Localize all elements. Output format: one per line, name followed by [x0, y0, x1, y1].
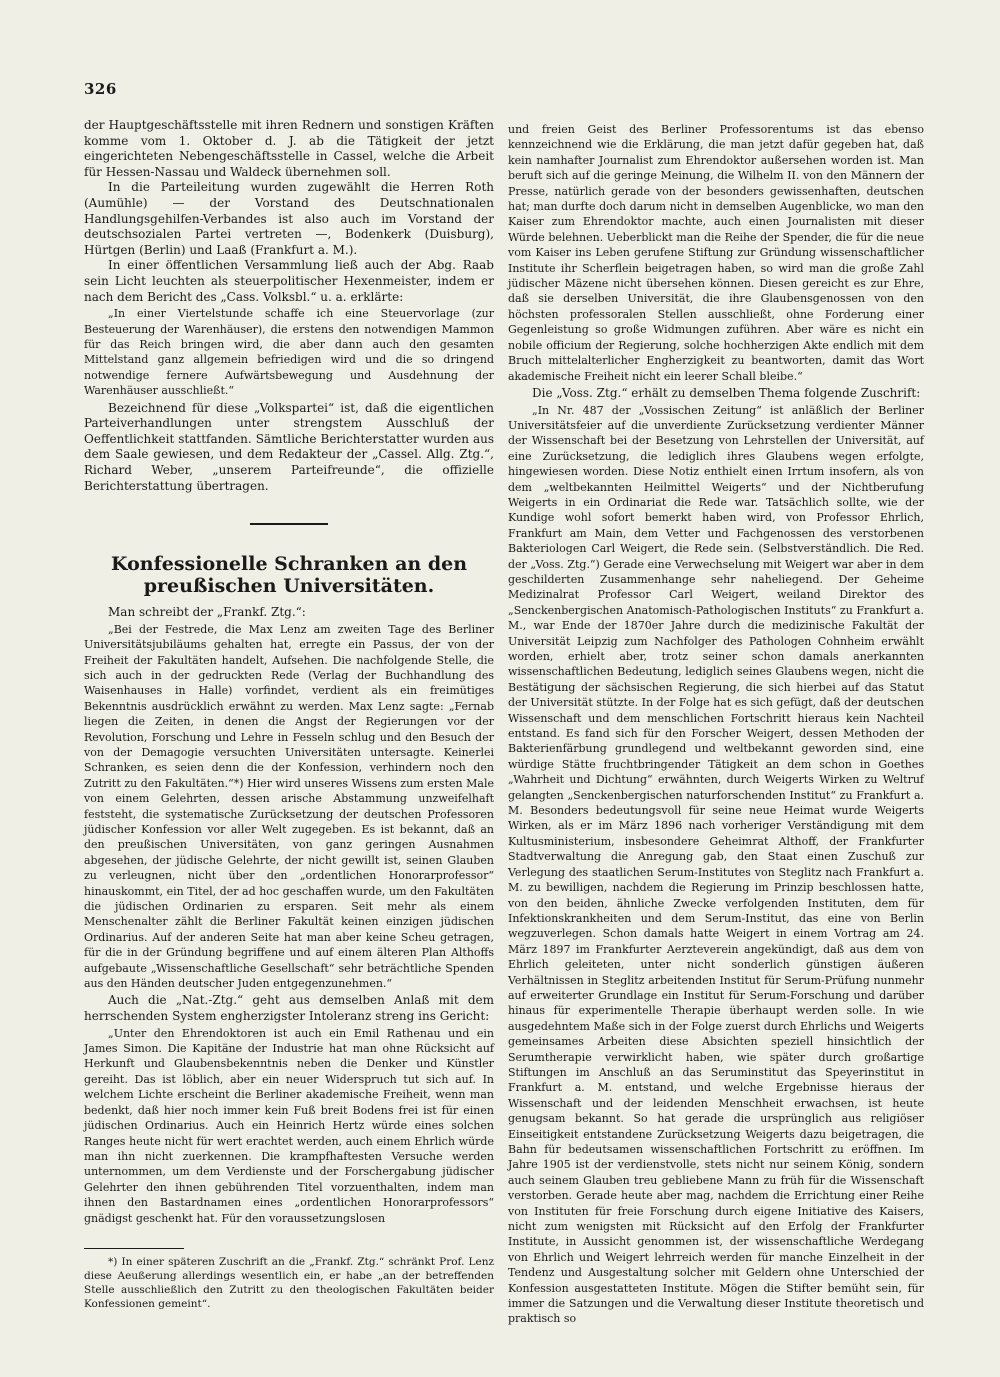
- paragraph: In einer öffentlichen Versammlung ließ auch der Abg. Raab sein Licht leuchten als steuerpolitischer Hexenmeister, indem er nach dem Bericht des „Cass. Volksbl.“ u. a. erklärte:: [84, 258, 494, 304]
- footnote: *) In einer späteren Zuschrift an die „Frankf. Ztg.“ schränkt Prof. Lenz diese Aeußerung allerdings wesentlich ein, er habe „an der betreffenden Stelle ausschließlich den Zutritt zu den theologischen Fakultäten beider Konfessionen gemeint“.: [84, 1255, 494, 1310]
- block-quote: „In einer Viertelstunde schaffe ich eine Steuervorlage (zur Besteuerung der Warenhäuser), die erstens den notwendigen Mammon für das Reich bringen wird, die aber dann auch den gesamten Mittelstand ganz allgemein befriedigen wird und die so dringend notwendige fernere Aufwärtsbewegung und Ausdehnung der Warenhäuser ausschließt.“: [84, 307, 494, 398]
- block-quote: „Unter den Ehrendoktoren ist auch ein Emil Rathenau und ein James Simon. Die Kapitäne der Industrie hat man ohne Rücksicht auf Herkunft und Glaubensbekenntnis neben die Denker und Künstler gereiht. Das ist löblich, aber ein neuer Widerspruch tut sich auf. In welchem Lichte erscheint die Berliner akademische Freiheit, wenn man bedenkt, daß hier noch immer kein Fuß breit Bodens frei ist für einen jüdischen Ordinarius. Auch ein Heinrich Hertz würde eines solchen Ranges heute nicht für wert erachtet werden, auch einem Ehrlich würde man ihn nicht zuerkennen. Die krampfhaftesten Versuche werden unternommen, um dem Verdienste und der Forschergabung jüdischer Gelehrter den ihnen gebührenden Titel vorzuenthalten, indem man ihnen den Bastardnamen eines „ordentlichen Honorarprofessors“ gnädigst geschenkt hat. Für den voraussetzungslosen: [84, 1026, 494, 1225]
- paragraph: der Hauptgeschäftsstelle mit ihren Rednern und sonstigen Kräften komme vom 1. Oktober d. J. ab die Tätigkeit der jetzt eingerichteten Nebengeschäftsstelle in Cassel, welche die Arbeit für Hessen-Nassau und Waldeck übernehmen soll.: [84, 118, 494, 179]
- section-divider: [250, 523, 328, 525]
- left-column: [84, 118, 494, 1311]
- block-quote: „Bei der Festrede, die Max Lenz am zweiten Tage des Berliner Universitätsjubiläums gehalten hat, erregte ein Passus, der von der Freiheit der Fakultäten handelt, Aufsehen. Die nachfolgende Stelle, die sich auch in der gedruckten Rede (Verlag der Buchhandlung des Waisenhauses in Halle) vorfindet, verdient als ein freimütiges Bekenntnis ausdrücklich erwähnt zu werden. Max Lenz sagte: „Fernab liegen die Zeiten, in denen die Angst der Regierungen vor der Revolution, Forschung und Lehre in Fesseln schlug und den Besuch der von der Demagogie versuchten Universitäten untersagte. Keinerlei Schranken, es seien denn die der Konfession, verhindern noch den Zutritt zu den Fakultäten.“*) Hier wird unseres Wissens zum ersten Male von einem Gelehrten, dessen arische Abstammung unzweifelhaft feststeht, die systematische Zurücksetzung der deutschen Professoren jüdischer Konfession vor aller Welt zugegeben. Es ist bekannt, daß an den preußischen Universitäten, von ganz geringen Ausnahmen abgesehen, der jüdische Gelehrte, der nicht gewillt ist, seinen Glauben zu verleugnen, nicht über den „ordentlichen Honorarprofessor“ hinauskommt, ein Titel, der ad hoc geschaffen wurde, um den Fakultäten die jüdischen Ordinarien zu ersparen. Seit mehr als einem Menschenalter zählt die Berliner Fakultät keinen einzigen jüdischen Ordinarius. Auf der anderen Seite hat man aber keine Scheu getragen, für die in der Gründung begriffene und auf einem älteren Plan Althoffs aufgebaute „Wissenschaftliche Gesellschaft“ sehr beträchtliche Spenden aus den Händen deutscher Juden entgegenzunehmen.“: [84, 622, 494, 991]
- paragraph: Bezeichnend für diese „Volkspartei“ ist, daß die eigentlichen Parteiverhandlungen unter strengstem Ausschluß der Oeffentlichkeit stattfanden. Sämtliche Berichterstatter wurden aus dem Saale gewiesen, und dem Redakteur der „Cassel. Allg. Ztg.“, Richard Weber, „unserem Parteifreunde“, die offizielle Berichterstattung übertragen.: [84, 400, 494, 493]
- page-number: 326: [84, 80, 117, 98]
- block-quote-continued: und freien Geist des Berliner Professorentums ist das ebenso kennzeichnend wie die Erklärung, die man jetzt dafür gegeben hat, daß kein namhafter Journalist zum Ehrendoktor außersehen worden ist. Man beruft sich auf die geringe Meinung, die Wilhelm II. von den Männern der Presse, natürlich gerade von der besonders gewissenhaften, deutschen hat; man durfte doch darum nicht in demselben Augenblicke, wo man den Kaiser zum Ehrendoktor machte, auch einen Journalisten mit dieser Würde belehnen. Ueberblickt man die Reihe der Spender, die für die neue vom Kaiser ins Leben gerufene Stiftung zur Gründung wissenschaftlicher Institute ihr Scherflein beigetragen haben, so wird man die große Zahl jüdischer Mäzene nicht übersehen können. Diesen gereicht es zur Ehre, daß sie derselben Universität, die ihre Glaubensgenossen von den höchsten professoralen Stellen ausschließt, ohne Forderung einer Gegenleistung so große Widmungen zuführen. Aber wäre es nicht ein nobile officium der Regierung, solche hochherzigen Akte endlich mit dem Bruch mittelalterlicher Engherzigkeit zu beantworten, damit das Wort akademische Freiheit nicht ein leerer Schall bleibe.“: [508, 123, 924, 383]
- article-headline: Konfessionelle Schranken an den preußischen Universitäten.: [110, 553, 468, 598]
- paragraph: In die Parteileitung wurden zugewählt die Herren Roth (Aumühle) — der Vorstand des Deutschnationalen Handlungsgehilfen-Verbandes ist also auch im Vorstand der deutschsozialen Partei vertreten —, Bodenkerk (Duisburg), Hürtgen (Berlin) und Laaß (Frankfurt a. M.).: [84, 180, 494, 257]
- footnote-divider: [84, 1248, 184, 1249]
- paragraph: Auch die „Nat.-Ztg.“ geht aus demselben Anlaß mit dem herrschenden System engherzigster Intoleranz streng ins Gericht:: [84, 993, 494, 1024]
- block-quote: „In Nr. 487 der „Vossischen Zeitung“ ist anläßlich der Berliner Universitätsfeier auf die unverdiente Zurücksetzung verdienter Männer der Wissenschaft bei der Besetzung von Lehrstellen der Universität, auf eine Zurücksetzung, die lediglich ihres Glaubens wegen erfolgte, hingewiesen worden. Diese Notiz enthielt einen Irrtum insofern, als von dem „weltbekannten Heilmittel Weigerts“ und der Nichtberufung Weigerts in ein Ordinariat die Rede war. Tatsächlich sollte, wie der Kundige wohl sofort bemerkt haben wird, von Professor Ehrlich, Frankfurt am Main, dem Vetter und Fachgenossen des verstorbenen Bakteriologen Carl Weigert, die Rede sein. (Selbstverständlich. Die Red. der „Voss. Ztg.“) Gerade eine Verwechselung mit Weigert war aber in dem geschilderten Zusammenhange sehr naheliegend. Der Geheime Medizinalrat Professor Carl Weigert, weiland Direktor des „Senckenbergischen Anatomisch-Pathologischen Instituts“ zu Frankfurt a. M., war Ende der 1870er Jahre durch die medizinische Fakultät der Universität Leipzig zum Nachfolger des Pathologen Cohnheim erwählt worden, erhielt aber, trotz seiner schon damals anerkannten wissenschaftlichen Bedeutung, lediglich seines Glaubens wegen, nicht die Bestätigung der sächsischen Regierung, die sich hierbei auf das Statut der Universität stützte. In der Folge hat es sich gefügt, daß der deutschen Wissenschaft und dem menschlichen Fortschritt hieraus kein Nachteil entstand. Es fand sich für den Forscher Weigert, dessen Methoden der Bakterienfärbung grundlegend und weltbekannt geworden sind, eine würdige Stätte fruchtbringender Tätigkeit an dem schon in Goethes „Wahrheit und Dichtung“ erwähnten, durch Weigerts Wirken zu Weltruf gelangten „Senckenbergischen naturforschenden Institut“ zu Frankfurt a. M. Besonders bedeutungsvoll für seine neue Heimat wurde Weigerts Wirken, als er im März 1896 nach vorheriger Verständigung mit dem Kultusministerium, insbesondere Geheimrat Althoff, der Frankfurter Stadtverwaltung die Anregung gab, den Staat einen Zuschuß zur Verlegung des staatlichen Serum-Institutes von Steglitz nach Frankfurt a. M. zu bewilligen, nachdem die Regierung im Prinzip beschlossen hatte, von den beiden, ähnliche Zwecke verfolgenden Instituten, dem für Infektionskrankheiten und dem Serum-Institut, das eine von Berlin wegzuverlegen. Schon damals hatte Weigert in einem Vortrag am 24. März 1897 im Frankfurter Aerzteverein angekündigt, daß aus dem von Ehrlich geleiteten, unter nicht sonderlich günstigen äußeren Verhältnissen in Steglitz arbeitenden Institut für Serum-Prüfung nunmehr auf erweiterter Grundlage ein Institut für Serum-Forschung und darüber hinaus für experimentelle Therapie überhaupt werden solle. In wie ausgedehntem Maße sich in der Folge zuerst durch Ehrlichs und Weigerts gemeinsames Arbeiten diese Absichten speziell hinsichtlich der Serumtherapie verwirklicht haben, wie später durch großartige Stiftungen im Anschluß an das Seruminstitut das Speyerinstitut in Frankfurt a. M. entstand, und welche Ergebnisse hieraus der Wissenschaft und der leidenden Menschheit erwachsen, ist heute genugsam bekannt. So hat gerade die ursprünglich aus religiöser Einseitigkeit entstandene Zurücksetzung Weigerts dazu beigetragen, die Bahn für bedeutsamen wissenschaftlichen Fortschritt zu eröffnen. Im Jahre 1905 ist der verdienstvolle, stets nicht nur seinem König, sondern auch seinem Glauben treu gebliebene Mann zu früh für die Wissenschaft verstorben. Gerade heute aber mag, nachdem die Errichtung einer Reihe von Instituten für freie Forschung durch eigene Initiative des Kaisers, nicht zum wenigsten mit Rücksicht auf den Erfolg der Frankfurter Institute, in Aussicht genommen ist, der wissenschaftliche Werdegang von Ehrlich und Weigert lehrreich werden für manche Einzelheit in der Tendenz und Ausgestaltung solcher mit Geldern ohne Unterschied der Konfession ausgestatteten Institute. Mögen die Stifter bemüht sein, für immer die Satzungen und die Verwaltung dieser Institute theoretisch und praktisch so: [508, 403, 924, 1326]
- right-column: [508, 121, 924, 1329]
- paragraph: Die „Voss. Ztg.“ erhält zu demselben Thema folgende Zuschrift:: [532, 385, 921, 400]
- paragraph: Man schreibt der „Frankf. Ztg.“:: [108, 605, 306, 620]
